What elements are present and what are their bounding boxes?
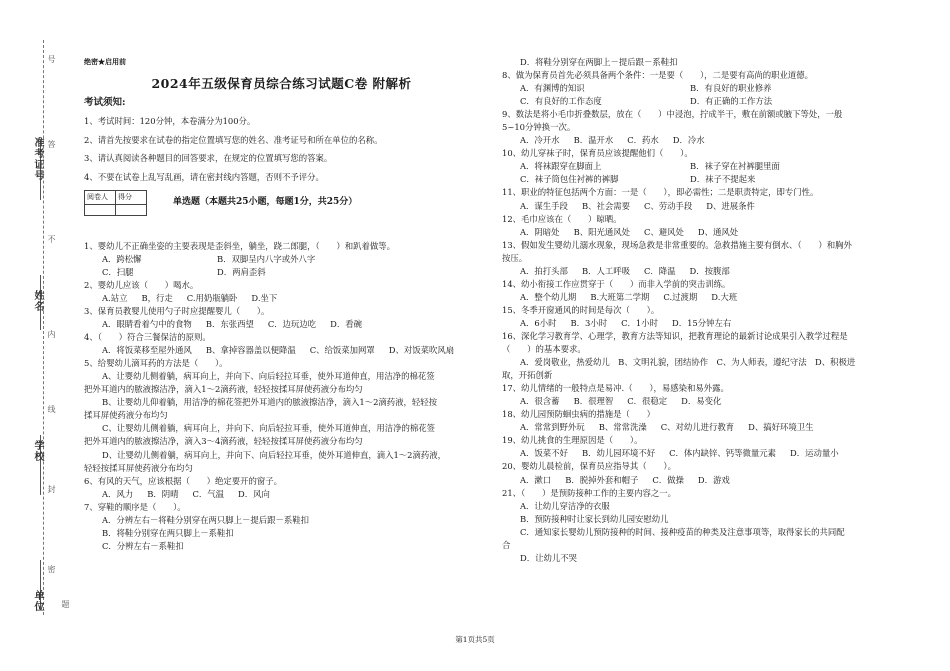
option: B．袜子穿在衬裤腿里面 [690, 161, 780, 172]
score-box-reviewer: 阅卷人 [85, 190, 116, 204]
left-column [84, 55, 479, 553]
question-item [84, 305, 479, 331]
question-item [502, 408, 922, 434]
option: A．漱口 [520, 474, 552, 485]
option-line: 合 [502, 539, 511, 550]
option: C．做操 [652, 474, 684, 485]
seal-mark: 题 [61, 600, 70, 608]
option: D．两肩歪斜 [217, 266, 266, 277]
option: D、进展条件 [706, 200, 755, 211]
question-item [84, 475, 479, 501]
seal-mark: 不 [47, 235, 56, 243]
question-text-cont: 按压。 [502, 252, 528, 263]
option: B．有良好的职业修养 [690, 83, 772, 94]
seal-mark: 号 [47, 55, 56, 63]
option: D、通风处 [697, 226, 739, 237]
question-item [502, 186, 922, 212]
option: B．很理智 [573, 396, 614, 407]
question-text: 6、有风的天气，应该根据（ ）绝定要开的窗子。 [84, 475, 282, 486]
question-text: 21、（ ）是预防接种工作的主要内容之一。 [502, 487, 676, 498]
option: C．1小时 [621, 317, 658, 328]
seal-mark: 封 [47, 485, 56, 493]
question-text: 13、假如发生婴幼儿溺水现象，现场急救是非常重要的。急救措施主要有倒水、（ ）和胸外 [502, 239, 852, 250]
option: C、劳动手段 [643, 200, 693, 211]
question-item [84, 501, 479, 553]
option: A．有渊博的知识 [520, 83, 585, 94]
option: C．有良好的工作态度 [520, 96, 602, 107]
question-item [502, 213, 922, 239]
option-row [520, 226, 922, 239]
option: B，行走 [141, 292, 173, 303]
option-row [520, 474, 922, 487]
option: D．运动量小 [790, 448, 839, 459]
option: D.坐下 [251, 292, 278, 303]
option-row [102, 488, 479, 501]
option: C．扫腿 [102, 266, 134, 277]
option: B．双脚呈内八字或外八字 [217, 253, 316, 264]
option: A．谋生手段 [520, 200, 568, 211]
question-item [84, 331, 479, 357]
option: A．将饭菜移至屋外通风 [102, 345, 192, 356]
option-row [520, 95, 922, 108]
option-row [102, 266, 479, 279]
question-text: 17、幼儿情绪的一般特点是易冲.（ ），易感染和易外露。 [502, 383, 729, 394]
option-row [520, 173, 922, 186]
question-text: 19、幼儿挑食的生理原因是（ ）。 [502, 435, 643, 446]
label-name: 姓名 [32, 290, 43, 312]
option-row [102, 253, 479, 266]
score-box-score: 得分 [116, 190, 147, 204]
option: B．东张西望 [205, 319, 254, 330]
seal-dash-line [43, 40, 44, 615]
option-row [520, 82, 922, 95]
option: A．将袜跟穿在脚面上 [520, 161, 602, 172]
option: D、搞好环境卫生 [748, 422, 814, 433]
question-text-cont: 5~10分钟换一次。 [502, 122, 576, 133]
option-line: C．通知家长婴幼儿预防接种的时间、接种疫苗的种类及注意事项等，取得家长的共同配 [520, 526, 845, 537]
option: C．降温 [643, 265, 676, 276]
option-row [102, 292, 479, 305]
option: D．有正确的工作方法 [690, 96, 773, 107]
option-row [520, 134, 922, 147]
option-row [520, 421, 922, 434]
question-item [502, 304, 922, 330]
option-line: 取，开拓创新 [502, 370, 553, 381]
page-title: 2024年五级保育员综合练习试题C卷 附解析 [151, 76, 412, 92]
option: C、避风处 [643, 226, 684, 237]
option: D．游戏 [697, 474, 730, 485]
option-line: A．让幼儿穿洁净的衣服 [520, 500, 610, 511]
option: A．很含蓄 [520, 396, 560, 407]
question-text: 5、给婴幼儿滴耳药的方法是（ ）。 [84, 358, 228, 369]
question-text: 8、做为保育员首先必须具备两个条件：一是要（ ），二是要有高尚的职业道德。 [502, 70, 814, 81]
option: B．3小时 [570, 317, 608, 328]
option: A.站立 [102, 292, 128, 303]
question-list-left [84, 240, 479, 553]
option-line: B．将鞋分别穿在两只脚上－系鞋扣 [102, 527, 234, 538]
score-box-reviewer-blank[interactable] [85, 204, 116, 215]
option: D．按腹部 [689, 265, 730, 276]
label-school: 学校 [32, 440, 43, 462]
notice-line: 3、请认真阅读各种题目的回答要求，在规定的位置填写您的答案。 [84, 153, 333, 164]
option: C.过渡期 [663, 291, 698, 302]
question-text: 1、婴幼儿不正确坐姿的主要表现是歪斜坐，躺坐，跷二郎腿，（ ）和趴着做等。 [84, 240, 396, 251]
option: D．看碗 [330, 319, 362, 330]
question-text: 10、幼儿穿袜子时，保育员应该提醒他们（ ）。 [502, 148, 693, 159]
option: A．整个幼儿期 [520, 291, 577, 302]
seal-mark: 内 [47, 330, 56, 338]
option-line: B、让婴幼儿仰着躺，用洁净的棉花签把外耳道内的脓液擦洁净，滴入1～2滴药液，轻轻按 [102, 397, 438, 408]
option: A．跨松懈 [102, 253, 142, 264]
question-text: 2、婴幼儿应该（ ）喝水。 [84, 279, 199, 290]
option-line: B．预防接种时让家长到幼儿园安慰幼儿 [520, 513, 669, 524]
label-unit: 单位 [32, 590, 43, 612]
seal-mark: 答 [47, 140, 56, 148]
question-item [502, 108, 922, 147]
option-row [520, 291, 922, 304]
option-row [520, 265, 922, 278]
option: B、常常洗澡 [598, 422, 647, 433]
option: C．药水 [627, 135, 659, 146]
option-row [520, 447, 922, 460]
option: B、阳光通风处 [573, 226, 630, 237]
question-item [502, 330, 922, 382]
question-text-cont: （ ）的基本要求。 [502, 344, 586, 355]
option: B．温开水 [573, 135, 614, 146]
option: A．阴暗处 [520, 226, 560, 237]
question-item [502, 56, 922, 69]
option-line: D．将鞋分别穿在两脚上－提后跟－系鞋扣 [520, 57, 678, 67]
question-item [84, 240, 479, 279]
option: C、对幼儿进行教育 [660, 422, 735, 433]
question-item [502, 487, 922, 565]
question-item [502, 239, 922, 278]
option: D．风向 [238, 488, 270, 499]
notice-list [84, 115, 479, 184]
option-line: 轻轻按揉耳屏使药液分布均匀 [84, 462, 193, 473]
question-text: 9、数法是将小毛巾折叠数层，放在（ ）中浸泡，拧成半干，敷在前额或腋下等处，一般 [502, 109, 843, 120]
option-row [520, 317, 922, 330]
option-row [102, 344, 479, 357]
option-line: 把外耳道内的脓液擦洁净，滴入3～4滴药液，轻轻按揉耳屏使药液分布均匀 [84, 436, 363, 447]
option: A．常常到野外玩 [520, 422, 585, 433]
question-item [502, 460, 922, 486]
option: B．阴晴 [147, 488, 179, 499]
option-line: D、让婴幼儿侧着躺，病耳向上，并向下、向后轻拉耳垂，使外耳道伸直，滴入1～2滴药液， [102, 449, 446, 460]
option: D.大班 [711, 291, 738, 302]
question-text: 3、保育员教婴儿使用勺子时应提醒婴儿（ ）。 [84, 305, 270, 316]
notice-line: 4、不要在试卷上乱写乱画，请在密封线内答题，否则不予评分。 [84, 172, 324, 183]
option-line: A、让婴幼儿侧着躺，病耳向上，并向下、向后轻拉耳垂，使外耳道伸直，用洁净的棉花签 [102, 371, 435, 382]
question-list-right [502, 56, 922, 565]
option: C．气温 [192, 488, 225, 499]
seal-mark: 线 [47, 405, 56, 413]
option-row [520, 395, 922, 408]
option: A．拍打头部 [520, 265, 568, 276]
option: D．袜子不提起来 [690, 174, 756, 185]
option-line: D．让幼儿不哭 [520, 552, 577, 563]
option: D．易变化 [681, 396, 722, 407]
option: A．冷开水 [520, 135, 560, 146]
label-exam-id: 准考证号 [32, 137, 43, 181]
question-item [502, 382, 922, 408]
question-text: 15、冬季开窗通风的时间是每次（ ）。 [502, 304, 660, 315]
question-text: 12、毛巾应该在（ ）晾晒。 [502, 213, 622, 224]
right-column [502, 56, 922, 565]
notice-line: 1、考试时间：120分钟，本卷满分为100分。 [84, 116, 256, 127]
notice-heading: 考试须知: [84, 97, 126, 109]
option: C、给饭菜加网罩 [309, 345, 375, 356]
option: C．袜子筒包住衬裤的裤脚 [520, 174, 619, 185]
question-item [502, 147, 922, 186]
option: C.用奶瓶躺卧 [186, 292, 238, 303]
option: B、拿掉容器盖以便降温 [205, 345, 296, 356]
question-text: 20、婴幼儿晨检前，保育员应指导其（ ）。 [502, 461, 676, 472]
section-heading: 单选题（本题共25小题，每题1分，共25分） [173, 197, 358, 208]
option: A．眼睛看着勺中的食物 [102, 319, 192, 330]
option: C．边玩边吃 [267, 319, 317, 330]
score-box-score-blank[interactable] [116, 204, 147, 215]
option-row [520, 160, 922, 173]
option-line: 把外耳道内的脓液擦洁净，滴入1～2滴药液，轻轻按揉耳屏使药液分布均匀 [84, 384, 363, 395]
option: A．6小时 [520, 317, 557, 328]
question-text: 16、深化学习教育学、心理学，教育方法等知识，把教育理论的最新讨论成果引入教学过程是 [502, 330, 848, 341]
option-line: A．分辨左右－将鞋分别穿在两只脚上－提后跟－系鞋扣 [102, 514, 310, 525]
option: C．体内缺锌、钙等微量元素 [669, 448, 777, 459]
question-text: 11、职业的特征包括两个方面：一是（ ），即必需性；二是职责特定，即专门性。 [502, 187, 819, 198]
option: A．风力 [102, 488, 134, 499]
option: C．很稳定 [627, 396, 668, 407]
question-text: 4、（ ）符合三餐保洁的原则。 [84, 332, 211, 343]
option-line: C．分辨左右－系鞋扣 [102, 540, 184, 551]
option-line: 揉耳屏使药液分布均匀 [84, 410, 168, 421]
option: A．饭菜不好 [520, 448, 568, 459]
option: B.大班第二学期 [590, 291, 650, 302]
option-line: A．爱岗敬业，热爱幼儿 B、文明礼貌，团结协作 C、为人师表，遵纪守法 D、积极进 [520, 357, 856, 368]
option-row [102, 318, 479, 331]
secret-mark: 绝密★启用前 [84, 57, 126, 66]
score-box [84, 190, 147, 216]
page-footer: 第1页共5页 [455, 635, 495, 644]
score-section [84, 190, 479, 216]
question-item [84, 279, 479, 305]
question-text: 14、幼小衔接工作应贯穿于（ ）而非入学前的突击训练。 [502, 278, 731, 289]
option: B、社会需要 [581, 200, 630, 211]
question-item [84, 357, 479, 474]
question-item [502, 434, 922, 460]
question-item [502, 278, 922, 304]
option: B．人工呼吸 [581, 265, 630, 276]
option-row [520, 200, 922, 213]
question-item [502, 69, 922, 108]
question-text: 18、幼儿园预防蛔虫病的措施是（ ） [502, 409, 656, 420]
option: D、对饭菜吹风扇 [388, 345, 455, 356]
seal-mark: 密 [47, 565, 56, 573]
option: B．脱掉外套和帽子 [565, 474, 639, 485]
question-text: 7、穿鞋的顺序是（ ）。 [84, 501, 186, 512]
option: D．冷水 [672, 135, 705, 146]
option-line: C、让婴幼儿侧着躺，病耳向上，并向下、向后轻拉耳垂，使外耳道伸直，用洁净的棉花签 [102, 423, 436, 434]
notice-line: 2、请首先按要求在试卷的指定位置填写您的姓名、准考证号和所在单位的名称。 [84, 134, 383, 145]
option: D．15分钟左右 [672, 317, 732, 328]
option: B．幼儿园环境不好 [581, 448, 656, 459]
